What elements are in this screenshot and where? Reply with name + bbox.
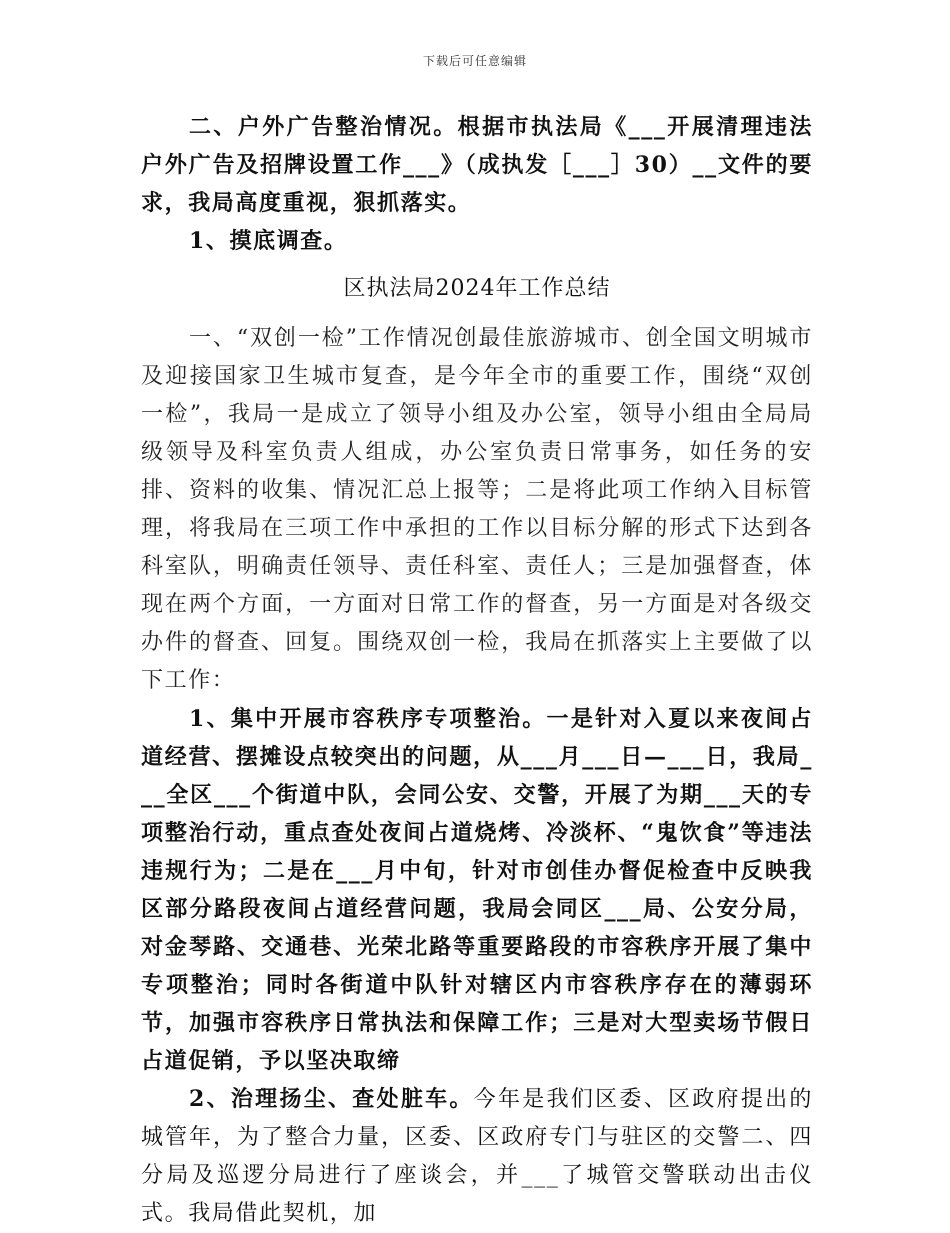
paragraph-survey: 1、摸底调查。 <box>189 228 348 254</box>
paragraph-city-order: 1、集中开展市容秩序专项整治。一是针对入夏以来夜间占道经营、摆摊设点较突出的问题，从___月___日—___日，我局___全区___个街道中队，会同公安、交警，开展了为期___天的专项整治行动，重点查处夜间占道烧烤、冷淡杯、“鬼饮食”等违法违规行为；二是在___月中旬，针对市创佳办督促检查中反映我区部分路段夜间占道经营问题，我局会同区___局、公安分局，对金琴路、交通巷、光荣北路等重要路段的市容秩序开展了集中专项整治；同时各街道中队针对辖区内市容秩序存在的薄弱环节，加强市容秩序日常执法和保障工作；三是对大型卖场节假日占道促销，予以坚决取缔 <box>141 706 813 1074</box>
paragraph-double-creation: 一、“双创一检”工作情况创最佳旅游城市、创全国文明城市及迎接国家卫生城市复查，是今年全市的重要工作，围绕“双创一检”，我局一是成立了领导小组及办公室，领导小组由全局局级领导及科室负责人组成，办公室负责日常事务，如任务的安排、资料的收集、情况汇总上报等；二是将此项工作纳入目标管理，将我局在三项工作中承担的工作以目标分解的形式下达到各科室队，明确责任领导、责任科室、责任人；三是加强督查，体现在两个方面，一方面对日常工作的督查，另一方面是对各级交办件的督查、回复。围绕双创一检，我局在抓落实上主要做了以下工作： <box>141 326 813 693</box>
header-note: 下载后可任意编辑 <box>422 54 527 68</box>
paragraph-outdoor-ads: 二、户外广告整治情况。根据市执法局《___开展清理违法户外广告及招牌设置工作___》（成执发［___］30）__文件的要求，我局高度重视，狠抓落实。 <box>141 114 813 216</box>
document-body <box>141 108 813 1233</box>
paragraph-dust-control <box>141 1080 813 1233</box>
paragraph-dust-control-body: 今年是我们区委、区政府提出的城管年，为了整合力量，区委、区政府专门与驻区的交警二、四分局及巡逻分局进行了座谈会，并___了城管交警联动出击仪式。我局借此契机，加 <box>141 1087 814 1226</box>
document-title: 区执法局2024年工作总结 <box>343 276 611 301</box>
paragraph-dust-control-lead: 2、治理扬尘、查处脏车。 <box>189 1086 474 1112</box>
